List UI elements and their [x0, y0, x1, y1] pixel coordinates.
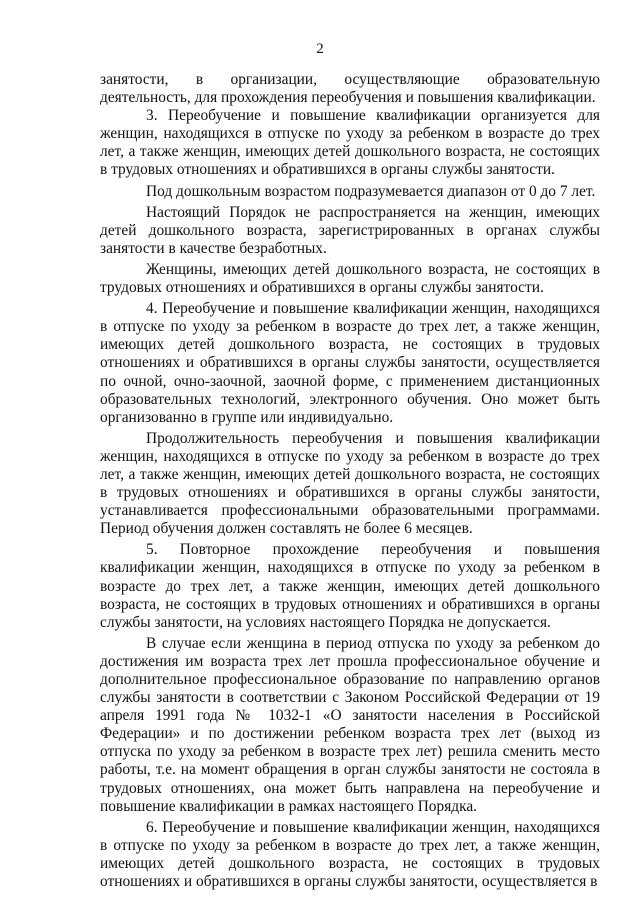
- paragraph-case: В случае если женщина в период отпуска по уходу за ребенком до достижения им возраста трех лет прошла профессиональное обучение и дополнительное профессиональное образование по направлению органов службы занятости в соответствии с Законом Российской Федерации от 19 апреля 1991 года № 1032-1 «О занятости населения в Российской Федерации» и по достижении ребенком возраста трех лет (выход из отпуска по уходу за ребенком в возрасте трех лет) решила сменить место работы, т.е. на момент обращения в орган службы занятости не состояла в трудовых отношениях, она может быть направлена на переобучение и повышение квалификации в рамках настоящего Порядка.: [100, 634, 600, 815]
- paragraph-item-6: 6. Переобучение и повышение квалификации женщин, находящихся в отпуске по уходу за ребенком в возрасте до трех лет, а также женщин, имеющих детей дошкольного возраста, не состоящих в трудовых отношениях и обратившихся в органы службы занятости, осуществляется в: [100, 818, 600, 891]
- paragraph-item-5: 5. Повторное прохождение переобучения и повышения квалификации женщин, находящихся в отпуске по уходу за ребенком в возрасте до трех лет, а также женщин, имеющих детей дошкольного возраста, не состоящих в трудовых отношениях и обратившихся в органы службы занятости, на условиях настоящего Порядка не допускается.: [100, 541, 600, 631]
- page-number: 2: [316, 41, 324, 57]
- paragraph-preschool-age: Под дошкольным возрастом подразумевается диапазон от 0 до 7 лет.: [146, 182, 596, 200]
- paragraph-continuation: занятости, в организации, осуществляющие образовательную деятельность, для прохождения переобучения и повышения квалификации.: [100, 71, 600, 107]
- document-body: [100, 71, 600, 891]
- paragraph-item-4: 4. Переобучение и повышение квалификации женщин, находящихся в отпуске по уходу за ребенком в возрасте до трех лет, а также женщин, имеющих детей дошкольного возраста, не состоящих в трудовых отношениях и обратившихся в органы службы занятости, осуществляется по очной, очно-заочной, заочной форме, с применением дистанционных образовательных технологий, электронного обучения. Оно может быть организованно в группе или индивидуально.: [100, 300, 600, 426]
- paragraph-women: Женщины, имеющих детей дошкольного возраста, не состоящих в трудовых отношениях и обратившихся в органы службы занятости.: [100, 260, 600, 297]
- paragraph-item-3: 3. Переобучение и повышение квалификации организуется для женщин, находящихся в отпуске по уходу за ребенком в возрасте до трех лет, а также женщин, имеющих детей дошкольного возраста, не состоящих в трудовых отношениях и обратившихся в органы службы занятости.: [100, 107, 600, 179]
- paragraph-duration: Продолжительность переобучения и повышения квалификации женщин, находящихся в отпуске по уходу за ребенком в возрасте до трех лет, а также женщин, имеющих детей дошкольного возраста, не состоящих в трудовых отношениях и обратившихся в органы службы занятости, устанавливается профессиональными образовательными программами. Период обучения должен составлять не более 6 месяцев.: [100, 429, 600, 538]
- paragraph-exclusion: Настоящий Порядок не распространяется на женщин, имеющих детей дошкольного возраста, зарегистрированных в органах службы занятости в качестве безработных.: [100, 203, 600, 257]
